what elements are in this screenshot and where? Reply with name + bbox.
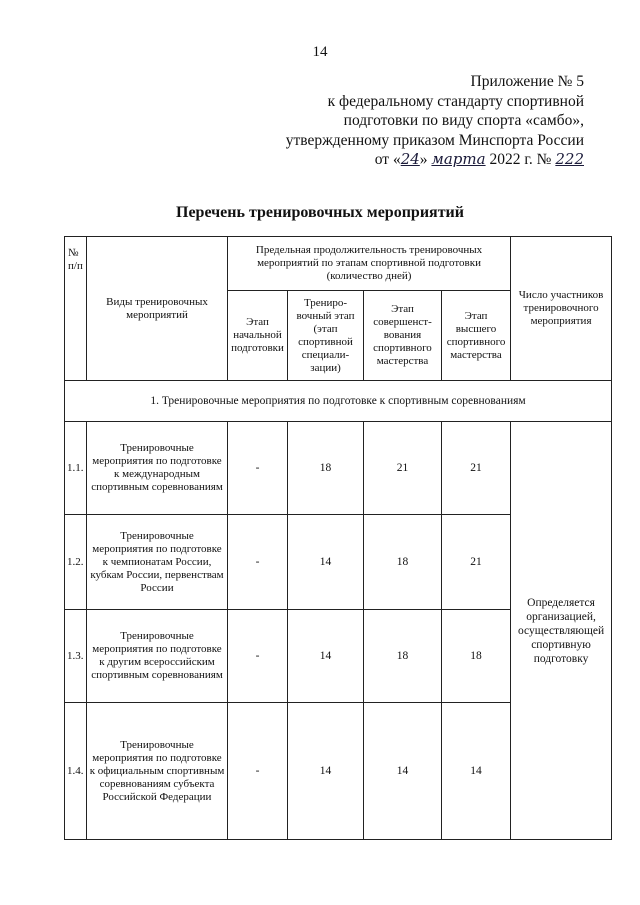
header-stage: Трениро-вочный этап (этап спортивной специали-зации) [288,291,364,381]
row-name: Тренировочные мероприятия по подготовке к другим всероссийским спортивным соревнованиям [87,610,228,703]
page-number: 14 [312,44,328,60]
row-value: 14 [442,703,511,840]
row-name: Тренировочные мероприятия по подготовке к чемпионатам России, кубкам России, первенствам России [87,515,228,610]
handwritten-order-number: 222 [555,150,584,168]
row-value: 18 [364,515,442,610]
row-num: 1.3. [65,610,87,703]
header-stage: Этап высшего спортивного мастерства [442,291,511,381]
row-value: - [228,610,288,703]
row-value: - [228,422,288,515]
row-value: 18 [442,610,511,703]
header-kinds: Виды тренировочных мероприятий [87,237,228,381]
training-events-table [64,236,612,840]
row-value: - [228,515,288,610]
row-num: 1.2. [65,515,87,610]
row-value: 14 [364,703,442,840]
row-value: 18 [364,610,442,703]
handwritten-day: 24 [400,150,420,168]
header-row [65,237,612,291]
row-value: - [228,703,288,840]
row-name: Тренировочные мероприятия по подготовке к международным спортивным соревнованиям [87,422,228,515]
row-num: 1.1. [65,422,87,515]
appendix-header [264,72,584,170]
year-text: 2022 г. № [485,151,556,168]
appendix-line: к федеральному стандарту спортивной [327,92,584,110]
row-value: 14 [288,703,364,840]
appendix-line: Приложение № 5 [470,73,584,90]
header-stage: Этап совершенст-вования спортивного мастерства [364,291,442,381]
table-row [65,422,612,515]
handwritten-month: марта [431,150,486,168]
row-value: 14 [288,610,364,703]
section-row [65,381,612,422]
row-value: 21 [442,422,511,515]
appendix-line: подготовки по виду спорта «самбо», [343,112,584,129]
header-num: № п/п [65,237,87,381]
date-mid: » [419,151,432,168]
header-duration-group: Предельная продолжительность тренировочных мероприятий по этапам спортивной подготовки (количество дней) [228,237,511,291]
date-prefix: от « [374,151,401,168]
appendix-line: утвержденному приказом Минспорта России [285,131,584,149]
section-title: 1. Тренировочные мероприятия по подготовке к спортивным соревнованиям [65,381,612,422]
row-value: 18 [288,422,364,515]
document-title: Перечень тренировочных мероприятий [176,204,464,221]
header-stage: Этап начальной подготовки [228,291,288,381]
row-num: 1.4. [65,703,87,840]
row-value: 21 [364,422,442,515]
appendix-date-line [264,150,584,170]
row-value: 21 [442,515,511,610]
row-name: Тренировочные мероприятия по подготовке к официальным спортивным соревнованиям субъекта Российской Федерации [87,703,228,840]
row-value: 14 [288,515,364,610]
header-participants: Число участников тренировочного мероприятия [511,237,612,381]
participants-cell: Определяется организацией, осуществляющей спортивную подготовку [511,422,612,840]
